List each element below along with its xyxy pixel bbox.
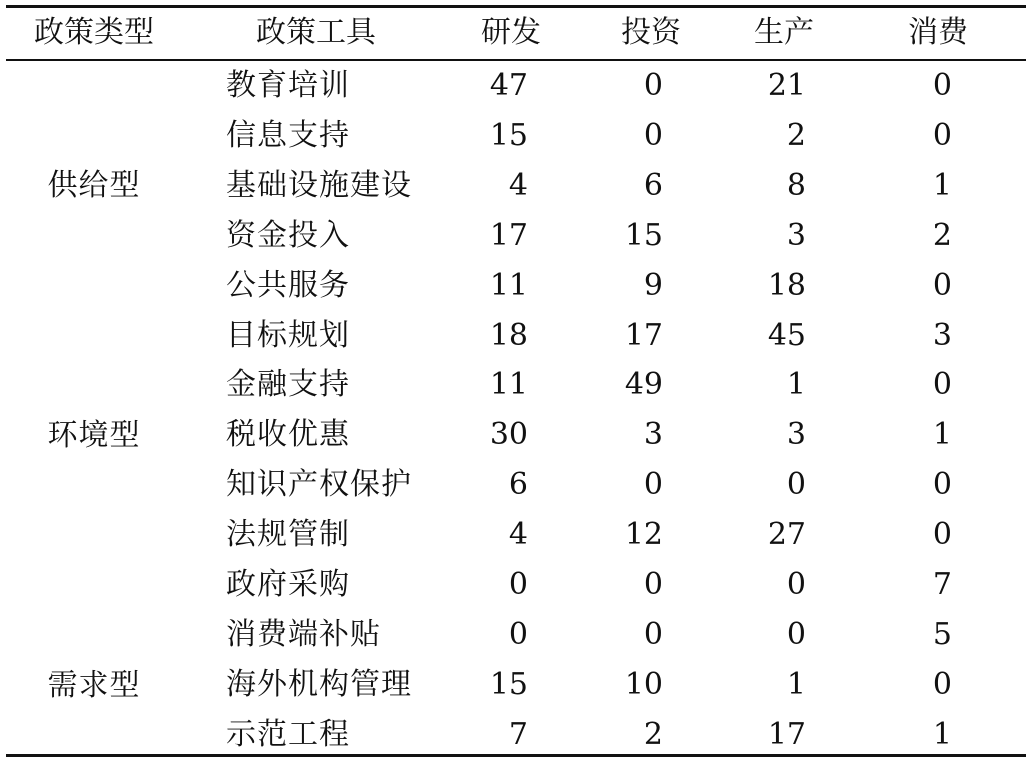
cell-consumption: 0 bbox=[932, 666, 952, 702]
cell-consumption: 1 bbox=[932, 417, 952, 453]
cell-consumption: 1 bbox=[932, 716, 952, 752]
table-row bbox=[6, 111, 1026, 161]
cell-consumption: 5 bbox=[932, 616, 952, 652]
cell-rd: 15 bbox=[489, 117, 528, 153]
header-investment: 投资 bbox=[621, 15, 681, 50]
cell-rd: 18 bbox=[489, 317, 528, 353]
header-rd: 研发 bbox=[481, 15, 541, 50]
cell-policy-tool: 基础设施建设 bbox=[226, 167, 412, 203]
cell-policy-tool: 消费端补贴 bbox=[226, 616, 381, 652]
cell-consumption: 0 bbox=[932, 367, 952, 403]
cell-rd: 47 bbox=[489, 68, 528, 103]
cell-production: 0 bbox=[786, 616, 806, 652]
cell-policy-tool: 知识产权保护 bbox=[226, 467, 412, 503]
cell-investment: 0 bbox=[643, 567, 663, 602]
cell-production: 27 bbox=[767, 517, 806, 553]
cell-investment: 0 bbox=[643, 68, 663, 103]
table-row bbox=[6, 311, 1026, 361]
cell-investment: 15 bbox=[624, 217, 663, 253]
cell-production: 18 bbox=[767, 267, 806, 303]
cell-production: 0 bbox=[786, 467, 806, 503]
cell-investment: 2 bbox=[643, 716, 663, 752]
cell-investment: 3 bbox=[643, 417, 663, 453]
cell-production: 17 bbox=[767, 716, 806, 752]
policy-tools-table bbox=[6, 5, 1026, 757]
header-policy-tool: 政策工具 bbox=[256, 15, 376, 50]
cell-policy-tool: 政府采购 bbox=[226, 567, 350, 602]
header-consumption: 消费 bbox=[908, 15, 968, 50]
cell-consumption: 2 bbox=[932, 217, 952, 253]
cell-policy-tool: 示范工程 bbox=[226, 716, 350, 752]
cell-rd: 7 bbox=[508, 716, 528, 752]
cell-rd: 11 bbox=[489, 367, 528, 403]
cell-investment: 6 bbox=[643, 167, 663, 203]
cell-consumption: 0 bbox=[932, 68, 952, 103]
cell-investment: 49 bbox=[624, 367, 663, 403]
cell-production: 3 bbox=[786, 417, 806, 453]
table-row bbox=[6, 710, 1026, 760]
cell-policy-tool: 公共服务 bbox=[226, 267, 350, 303]
table-row bbox=[6, 261, 1026, 311]
cell-policy-tool: 税收优惠 bbox=[226, 417, 350, 453]
group-label-environment: 环境型 bbox=[47, 418, 141, 453]
cell-consumption: 3 bbox=[932, 317, 952, 353]
cell-production: 45 bbox=[767, 317, 806, 353]
cell-consumption: 7 bbox=[932, 567, 952, 602]
cell-policy-tool: 金融支持 bbox=[226, 367, 350, 403]
cell-policy-tool: 教育培训 bbox=[226, 68, 350, 103]
group-label-demand: 需求型 bbox=[47, 668, 141, 703]
cell-rd: 0 bbox=[508, 616, 528, 652]
table-row bbox=[6, 610, 1026, 660]
table-row bbox=[6, 410, 1026, 460]
cell-investment: 0 bbox=[643, 117, 663, 153]
table-row bbox=[6, 510, 1026, 560]
cell-investment: 10 bbox=[624, 666, 663, 702]
cell-production: 0 bbox=[786, 567, 806, 602]
cell-rd: 0 bbox=[508, 567, 528, 602]
cell-production: 1 bbox=[786, 666, 806, 702]
cell-consumption: 1 bbox=[932, 167, 952, 203]
header-production: 生产 bbox=[754, 15, 814, 50]
cell-investment: 9 bbox=[643, 267, 663, 303]
cell-consumption: 0 bbox=[932, 467, 952, 503]
table-bottom-rule bbox=[6, 754, 1026, 757]
cell-investment: 12 bbox=[624, 517, 663, 553]
cell-policy-tool: 信息支持 bbox=[226, 117, 350, 153]
cell-rd: 11 bbox=[489, 267, 528, 303]
table-row bbox=[6, 161, 1026, 211]
table-row bbox=[6, 560, 1026, 610]
cell-policy-tool: 目标规划 bbox=[226, 317, 350, 353]
cell-rd: 4 bbox=[508, 517, 528, 553]
cell-rd: 4 bbox=[508, 167, 528, 203]
cell-production: 3 bbox=[786, 217, 806, 253]
table-row bbox=[6, 660, 1026, 710]
table-row bbox=[6, 360, 1026, 410]
cell-investment: 0 bbox=[643, 616, 663, 652]
table-row bbox=[6, 460, 1026, 510]
table-row bbox=[6, 211, 1026, 261]
cell-production: 21 bbox=[767, 68, 806, 103]
table-header-row bbox=[6, 8, 1026, 59]
cell-investment: 0 bbox=[643, 467, 663, 503]
header-policy-type: 政策类型 bbox=[34, 15, 154, 50]
cell-consumption: 0 bbox=[932, 117, 952, 153]
cell-production: 1 bbox=[786, 367, 806, 403]
cell-production: 8 bbox=[786, 167, 806, 203]
cell-consumption: 0 bbox=[932, 517, 952, 553]
cell-policy-tool: 资金投入 bbox=[226, 217, 350, 253]
cell-policy-tool: 法规管制 bbox=[226, 517, 350, 553]
table-row bbox=[6, 61, 1026, 111]
cell-rd: 15 bbox=[489, 666, 528, 702]
cell-policy-tool: 海外机构管理 bbox=[226, 666, 412, 702]
cell-rd: 17 bbox=[489, 217, 528, 253]
cell-production: 2 bbox=[786, 117, 806, 153]
cell-rd: 6 bbox=[508, 467, 528, 503]
cell-investment: 17 bbox=[624, 317, 663, 353]
cell-rd: 30 bbox=[489, 417, 528, 453]
group-label-supply: 供给型 bbox=[47, 168, 141, 203]
cell-consumption: 0 bbox=[932, 267, 952, 303]
